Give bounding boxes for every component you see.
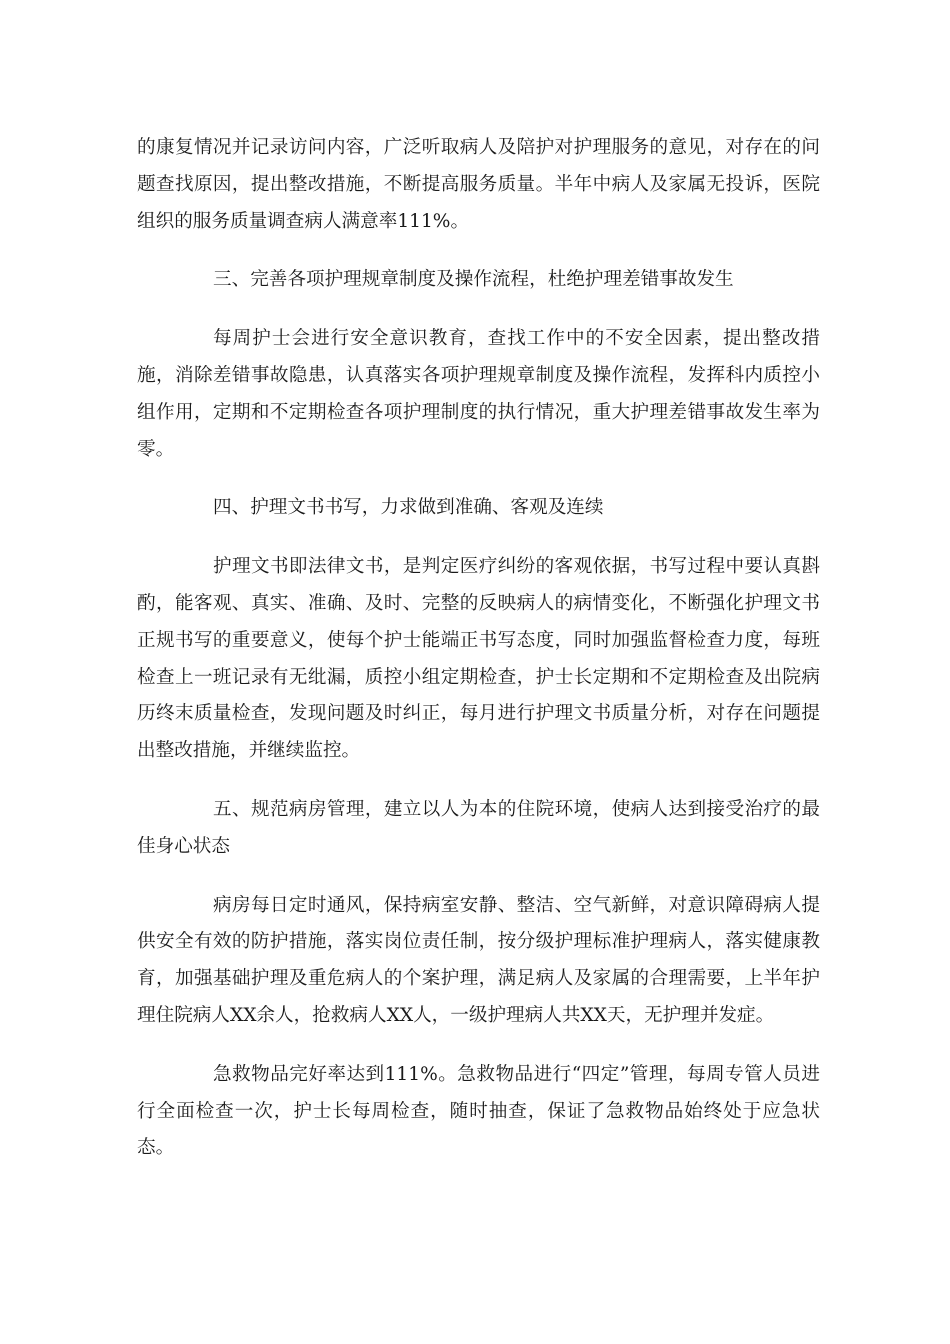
paragraph-section-5-emergency: 急救物品完好率达到111%。急救物品进行“四定”管理，每周专管人员进行全面检查一次，护士长每周检查，随时抽查，保证了急救物品始终处于应急状态。 bbox=[137, 1063, 820, 1159]
document-body bbox=[137, 130, 820, 1189]
paragraph-section-3: 每周护士会进行安全意识教育，查找工作中的不安全因素，提出整改措施，消除差错事故隐患，认真落实各项护理规章制度及操作流程，发挥科内质控小组作用，定期和不定期检查各项护理制度的执行情况，重大护理差错事故发生率为零。 bbox=[137, 328, 820, 460]
paragraph-continuation: 的康复情况并记录访问内容，广泛听取病人及陪护对护理服务的意见，对存在的问题查找原因，提出整改措施，不断提高服务质量。半年中病人及家属无投诉，医院组织的服务质量调查病人满意率111%。 bbox=[137, 137, 820, 232]
section-heading-3: 三、完善各项护理规章制度及操作流程，杜绝护理差错事故发生 bbox=[213, 269, 734, 291]
section-heading-5: 五、规范病房管理，建立以人为本的住院环境，使病人达到接受治疗的最佳身心状态 bbox=[137, 798, 820, 857]
section-heading-4: 四、护理文书书写，力求做到准确、客观及连续 bbox=[213, 497, 604, 519]
paragraph-section-4: 护理文书即法律文书，是判定医疗纠纷的客观依据，书写过程中要认真斟酌，能客观、真实、准确、及时、完整的反映病人的病情变化，不断强化护理文书正规书写的重要意义，使每个护士能端正书写态度，同时加强监督检查力度，每班检查上一班记录有无纰漏，质控小组定期检查，护士长定期和不定期检查及出院病历终末质量检查，发现问题及时纠正，每月进行护理文书质量分析，对存在问题提出整改措施，并继续监控。 bbox=[137, 556, 820, 762]
paragraph-section-5-ward: 病房每日定时通风，保持病室安静、整洁、空气新鲜，对意识障碍病人提供安全有效的防护措施，落实岗位责任制，按分级护理标准护理病人，落实健康教育，加强基础护理及重危病人的个案护理，满足病人及家属的合理需要，上半年护理住院病人XX余人，抢救病人XX人，一级护理病人共XX天，无护理并发症。 bbox=[137, 894, 820, 1026]
